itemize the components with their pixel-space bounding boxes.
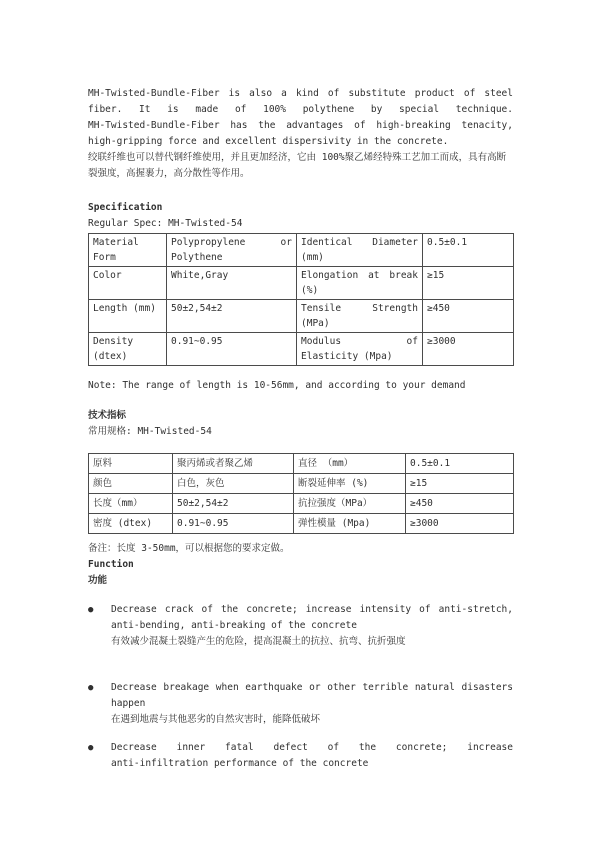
table-cell: 原料: [89, 454, 173, 474]
table-cell: 0.91~0.95: [167, 333, 297, 366]
table-cell: 0.91~0.95: [173, 514, 294, 534]
function-heading-zh: 功能: [88, 575, 108, 586]
bullet-text-en: Decrease inner fatal defect of the concrete; increase anti‑infiltration performance of the concrete: [111, 742, 513, 769]
table-cell: 0.5±0.1: [423, 234, 514, 267]
table-cell: 直径 （mm）: [294, 454, 406, 474]
technical-subheading: 常用规格: MH-Twisted-54: [88, 426, 212, 437]
table-cell: Density (dtex): [89, 333, 167, 366]
list-item: [88, 740, 513, 772]
table-cell: ≥15: [423, 267, 514, 300]
table-cell: ≥3000: [423, 333, 514, 366]
table-cell: Material Form: [89, 234, 167, 267]
table-cell: 长度（mm）: [89, 494, 173, 514]
table-row: [89, 234, 514, 267]
table-cell: Tensile Strength (MPa): [297, 300, 423, 333]
table-row: [89, 333, 514, 366]
table-cell: 白色，灰色: [173, 474, 294, 494]
remark-line: 备注：长度 3-50mm，可以根据您的要求定做。: [88, 543, 290, 554]
list-item: [88, 602, 513, 650]
bullet-text-zh: 有效减少混凝土裂缝产生的危险，提高混凝土的抗拉、抗弯、抗折强度: [111, 636, 406, 647]
bullet-icon: ●: [88, 683, 94, 693]
bullet-text-en: Decrease crack of the concrete; increase intensity of anti‑stretch, anti‑bending, anti‑breaking of the concrete: [111, 604, 513, 631]
table-cell: ≥450: [406, 494, 514, 514]
table-cell: Polypropylene or Polythene: [167, 234, 297, 267]
table-cell: Length (mm): [89, 300, 167, 333]
table-cell: 弹性模量 (Mpa): [294, 514, 406, 534]
intro-paragraph-en: MH‑Twisted‑Bundle‑Fiber is also a kind of substitute product of steel fiber. It is made of 100% polythene by special technique. MH‑Twisted‑Bundle‑Fiber has the advantages of high‑breaking tenacity, high‑gripping force and excellent dispersivity in the concrete.: [88, 88, 513, 147]
table-row: [89, 494, 514, 514]
table-row: [89, 300, 514, 333]
table-cell: 颜色: [89, 474, 173, 494]
function-heading-en: Function: [88, 559, 134, 570]
specification-heading: Specification: [88, 202, 163, 213]
bullet-text-en: Decrease breakage when earthquake or other terrible natural disasters happen: [111, 682, 513, 709]
technical-table: [88, 453, 514, 534]
table-cell: ≥450: [423, 300, 514, 333]
technical-heading: 技术指标: [88, 410, 127, 421]
table-row: [89, 454, 514, 474]
table-cell: ≥3000: [406, 514, 514, 534]
table-row: [89, 514, 514, 534]
function-bullet-list: [88, 602, 513, 772]
table-cell: Color: [89, 267, 167, 300]
list-item: [88, 680, 513, 728]
specification-subheading: Regular Spec: MH-Twisted-54: [88, 218, 243, 229]
table-cell: 0.5±0.1: [406, 454, 514, 474]
table-cell: 密度 (dtex): [89, 514, 173, 534]
table-cell: 50±2,54±2: [167, 300, 297, 333]
bullet-icon: ●: [88, 743, 94, 753]
table-cell: 聚丙烯或者聚乙烯: [173, 454, 294, 474]
table-cell: 抗拉强度（MPa）: [294, 494, 406, 514]
bullet-text-zh: 在遇到地震与其他恶劣的自然灾害时，能降低破坏: [111, 714, 321, 725]
intro-paragraph-zh: 绞联纤维也可以替代钢纤维使用，并且更加经济，它由 100%聚乙烯经特殊工艺加工而成，具有高断裂强度，高握裹力，高分散性等作用。: [88, 152, 507, 179]
length-range-note: Note: The range of length is 10-56mm, and according to your demand: [88, 380, 466, 391]
table-cell: Modulus of Elasticity (Mpa): [297, 333, 423, 366]
table-cell: Elongation at break (%): [297, 267, 423, 300]
table-cell: White,Gray: [167, 267, 297, 300]
table-cell: 断裂延伸率 (%): [294, 474, 406, 494]
table-cell: Identical Diameter (mm): [297, 234, 423, 267]
bullet-icon: ●: [88, 605, 94, 615]
table-cell: 50±2,54±2: [173, 494, 294, 514]
table-cell: ≥15: [406, 474, 514, 494]
table-row: [89, 474, 514, 494]
specification-table: [88, 233, 514, 366]
table-row: [89, 267, 514, 300]
